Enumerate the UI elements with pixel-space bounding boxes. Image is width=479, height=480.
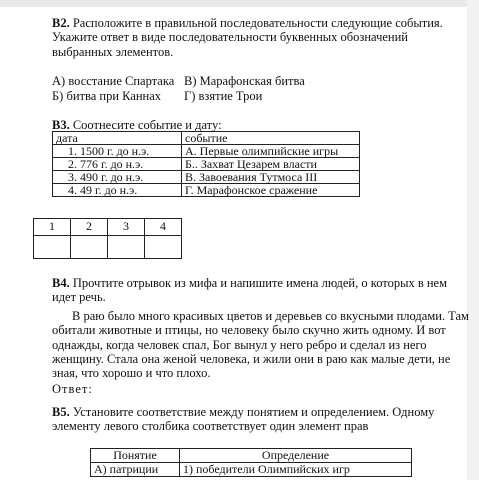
task-b5-instruction: Установите соответствие между понятием и определением. Одному элементу левого столбика соответствует один элемент прав xyxy=(52,405,435,434)
table-row xyxy=(53,184,360,197)
header-definition: Определение xyxy=(180,449,412,463)
task-b5-text xyxy=(52,405,470,434)
task-b2-options xyxy=(52,74,352,104)
table-row xyxy=(53,145,360,158)
task-b4 xyxy=(52,276,470,396)
answer-col-4: 4 xyxy=(145,219,182,236)
task-b5 xyxy=(52,405,470,434)
option-v: В) Марафонская битва xyxy=(184,74,305,88)
answer-col-2: 2 xyxy=(71,219,108,236)
task-b2-label: B2. xyxy=(52,16,70,30)
answer-cell-2[interactable] xyxy=(71,236,108,259)
options-row-1 xyxy=(52,74,352,89)
event-cell: А. Первые олимпийские игры xyxy=(182,145,360,158)
answer-col-3: 3 xyxy=(108,219,145,236)
task-b3-label: B3. xyxy=(52,118,70,132)
option-a: А) восстание Спартака xyxy=(52,74,175,88)
answer-grid-header xyxy=(34,219,182,236)
task-b3-instruction: Соотнесите событие и дату: xyxy=(72,118,222,132)
task-b4-instruction: Прочтите отрывок из мифа и напишите имена людей, о которых в нем идет речь. xyxy=(52,276,448,305)
date-cell: 1. 1500 г. до н.э. xyxy=(53,145,182,158)
term-cell: А) патриции xyxy=(91,463,180,477)
answer-label: Ответ: xyxy=(52,381,93,396)
header-term: Понятие xyxy=(91,449,180,463)
date-event-table xyxy=(52,131,360,197)
myth-excerpt: В раю было много красивых цветов и деревьев со вкусными плодами. Там обитали животные и птицы, но человеку было скучно жить одному. И вот однажды, когда человек спал, Бог вынул у него ребро и сделал из него женщину. Стала она женой человека, и жили они в раю как малые дети, не зная, что хорошо и что плохо. xyxy=(52,308,469,381)
term-definition-table xyxy=(90,448,412,477)
answer-cell-4[interactable] xyxy=(145,236,182,259)
answer-grid-blank-row xyxy=(34,236,182,259)
answer-col-1: 1 xyxy=(34,219,71,236)
table-row xyxy=(53,171,360,184)
table-row xyxy=(53,158,360,171)
date-cell: 3. 490 г. до н.э. xyxy=(53,171,182,184)
answer-cell-3[interactable] xyxy=(108,236,145,259)
event-cell: В. Завоевания Тутмоса III xyxy=(182,171,360,184)
task-b4-text xyxy=(52,276,470,305)
answer-grid xyxy=(33,218,182,259)
task-b2 xyxy=(52,16,462,59)
options-row-2 xyxy=(52,89,352,104)
table-header-row xyxy=(91,449,412,463)
task-b4-label: B4. xyxy=(52,276,70,290)
task-b2-instruction: Расположите в правильной последовательности следующие события. Укажите ответ в виде последовательности буквенных обозначений выбранных элементов. xyxy=(52,16,443,59)
top-edge xyxy=(0,0,479,7)
task-b5-label: B5. xyxy=(52,405,70,419)
event-cell: Б.. Захват Цезарем власти xyxy=(182,158,360,171)
task-b2-text xyxy=(52,16,462,59)
event-cell: Г. Марафонское сражение xyxy=(182,184,360,197)
date-cell: 2. 776 г. до н.э. xyxy=(53,158,182,171)
header-date: дата xyxy=(53,132,182,145)
date-cell: 4. 49 г. до н.э. xyxy=(53,184,182,197)
header-event: событие xyxy=(182,132,360,145)
definition-cell: 1) победители Олимпийских игр xyxy=(180,463,412,477)
table-row xyxy=(91,463,412,477)
table-header-row xyxy=(53,132,360,145)
option-g: Г) взятие Трои xyxy=(184,89,263,103)
answer-cell-1[interactable] xyxy=(34,236,71,259)
option-b: Б) битва при Каннах xyxy=(52,89,162,103)
